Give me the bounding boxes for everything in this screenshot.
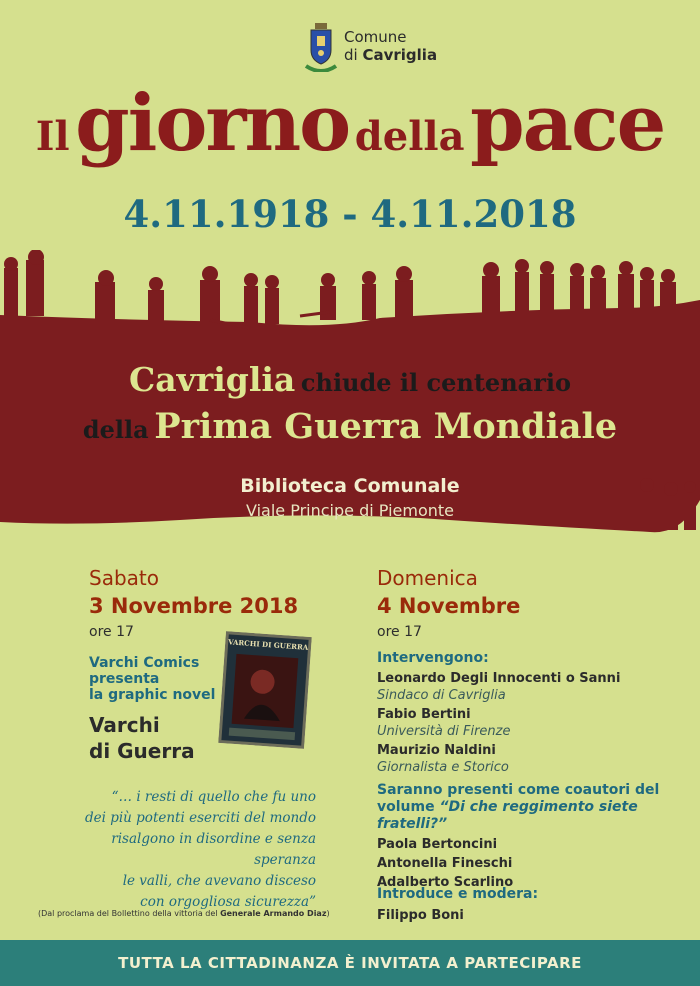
graphic-novel-title (89, 712, 195, 764)
title-il: Il (35, 113, 70, 160)
sunday-time: ore 17 (377, 624, 422, 640)
coauthor-name: Paola Bertoncini (377, 837, 498, 852)
comic-cover-title: VARCHI DI GUERRA (227, 637, 309, 652)
coauthors-book-title: “Di che reggimento siete fratelli?” (377, 799, 638, 832)
municipality-line2-bold: Cavriglia (362, 46, 438, 64)
quote-line: con orgogliosa sicurezza” (140, 894, 316, 910)
coauthors-heading-2-pre: volume (377, 799, 435, 815)
moderator-name: Filippo Boni (377, 908, 464, 923)
saturday-time: ore 17 (89, 624, 134, 640)
diaz-quote (60, 787, 316, 913)
speakers-heading: Intervengono: (377, 650, 489, 666)
subtitle-della: della (82, 415, 149, 444)
quote-line: le valli, che avevano disceso (122, 873, 316, 889)
coauthors-heading-1: Saranno presenti come coautori del (377, 782, 660, 798)
municipality-line1: Comune (344, 28, 407, 46)
speaker-name: Leonardo Degli Innocenti o Sanni (377, 671, 621, 686)
coauthors-list (377, 782, 700, 891)
quote-source (38, 909, 338, 918)
quote-line: risalgono in disordine e senza speranza (111, 831, 316, 868)
sunday-day: Domenica (377, 566, 478, 590)
speakers-list (377, 650, 620, 776)
speaker-name: Maurizio Naldini (377, 743, 496, 758)
subtitle-cavriglia: Cavriglia (129, 360, 296, 399)
quote-line: dei più potenti eserciti del mondo (84, 810, 316, 826)
subtitle-prima-guerra: Prima Guerra Mondiale (154, 406, 618, 447)
municipality-line2 (344, 46, 437, 64)
saturday-date: 3 Novembre 2018 (89, 594, 299, 618)
venue-name: Biblioteca Comunale (240, 475, 460, 497)
moderator-heading: Introduce e modera: (377, 886, 539, 902)
coauthors-heading-2 (377, 799, 700, 833)
footer-bar (0, 940, 700, 986)
comic-cover-image (218, 631, 312, 749)
sunday-block (377, 566, 697, 640)
saturday-day: Sabato (89, 566, 159, 590)
novel-line: Varchi (89, 713, 160, 737)
quote-source-pre: (Dal proclama del Bollettino della vittoria del (38, 909, 218, 918)
quote-source-bold: Generale Armando Diaz (220, 909, 327, 918)
title-giorno: giorno (75, 78, 350, 169)
coat-of-arms-icon (302, 22, 340, 72)
quote-source-post: ) (326, 909, 330, 918)
speaker-role: Giornalista e Storico (377, 760, 509, 775)
presenter-line: la graphic novel (89, 687, 216, 703)
footer-invitation: TUTTA LA CITTADINANZA È INVITATA A PARTECIPARE (118, 954, 582, 972)
municipality-line2-pre: di (344, 46, 358, 64)
subtitle-line1 (0, 360, 700, 399)
venue-street: Viale Principe di Piemonte (246, 501, 454, 520)
presenter-line: presenta (89, 671, 160, 687)
speaker-role: Sindaco di Cavriglia (377, 688, 506, 703)
coauthor-name: Antonella Fineschi (377, 856, 513, 871)
subtitle-chiude: chiude il centenario (300, 368, 571, 397)
subtitle-line2 (0, 406, 700, 447)
anniversary-dates: 4.11.1918 - 4.11.2018 (123, 192, 577, 236)
quote-line: “… i resti di quello che fu uno (111, 789, 316, 805)
novel-line: di Guerra (89, 739, 195, 763)
municipality-name (344, 28, 437, 64)
page-title (0, 78, 700, 169)
title-pace: pace (470, 78, 665, 169)
moderator-block (377, 886, 538, 924)
presenter-line: Varchi Comics (89, 655, 200, 671)
sunday-date: 4 Novembre (377, 594, 521, 618)
presenter-text (89, 655, 215, 703)
coauthor-name: Adalberto Scarlino (377, 875, 514, 890)
title-della: della (354, 113, 465, 160)
speaker-name: Fabio Bertini (377, 707, 471, 722)
saturday-block (89, 566, 359, 640)
speaker-role: Università di Firenze (377, 724, 511, 739)
